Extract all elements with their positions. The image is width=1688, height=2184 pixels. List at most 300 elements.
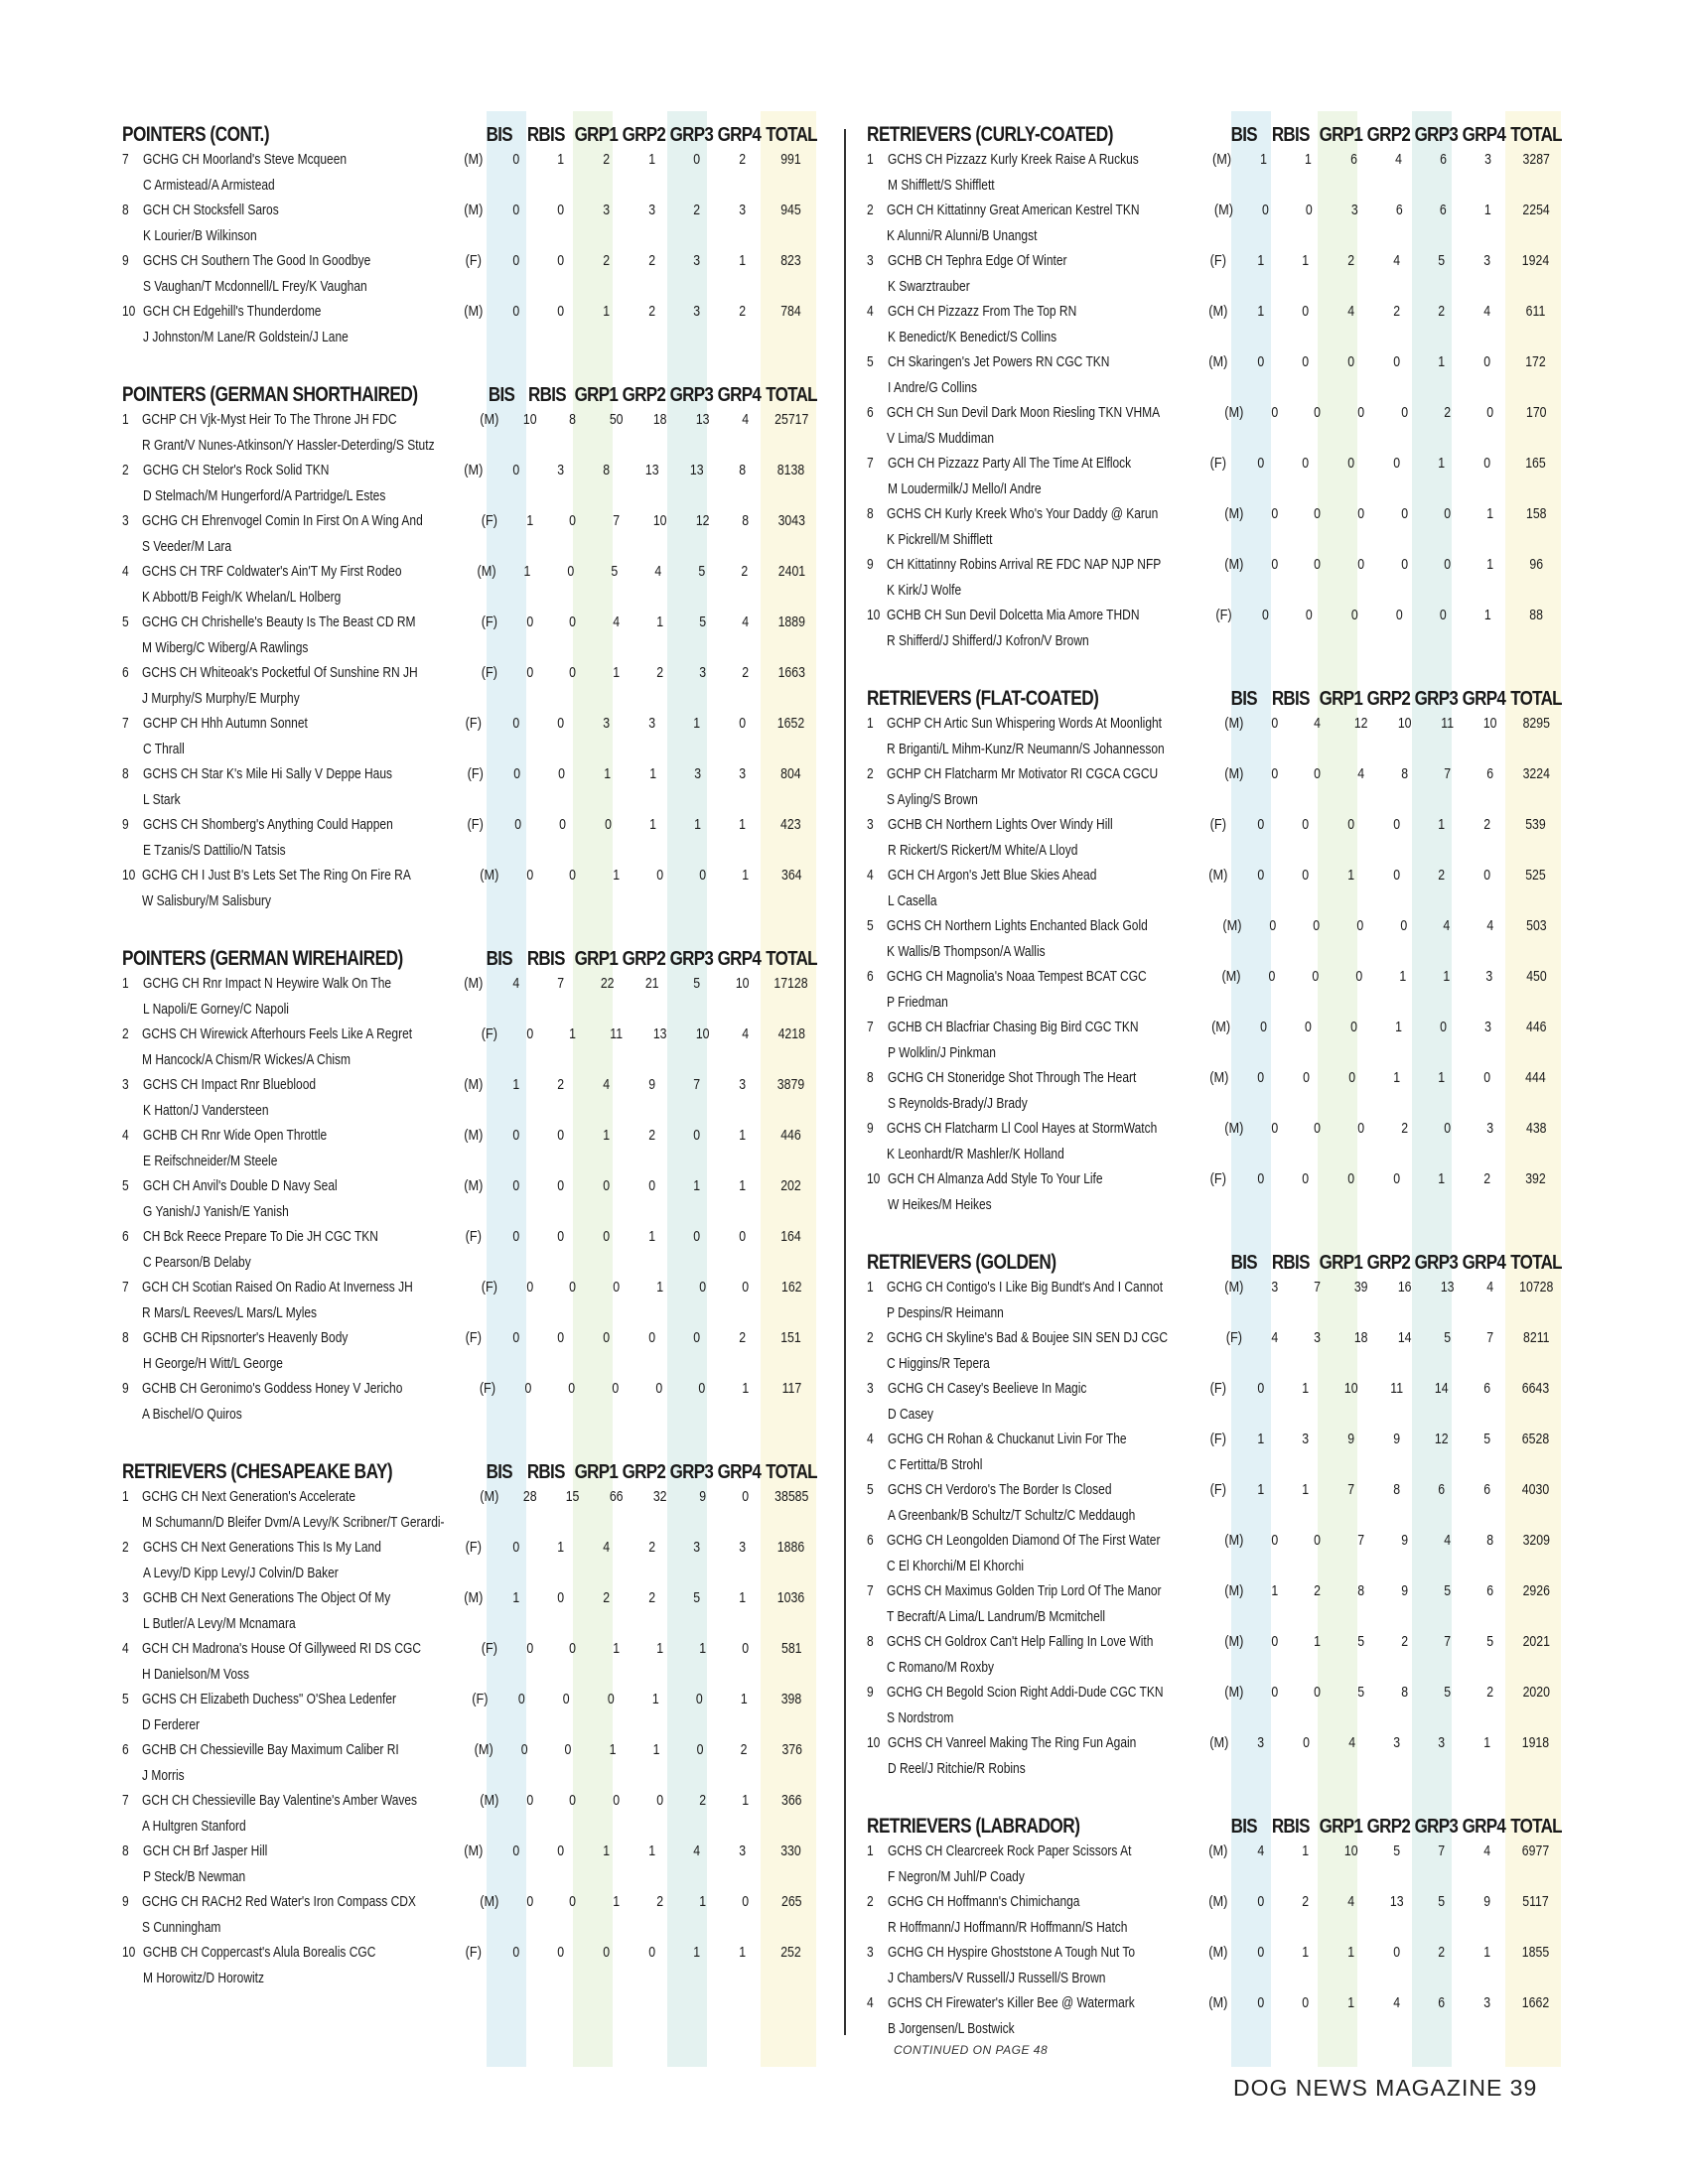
value-grp4: 10 <box>735 975 750 992</box>
value-bis: 28 <box>522 1488 537 1505</box>
value-total: 4030 <box>1521 1481 1550 1498</box>
value-grp3: 0 <box>1444 556 1451 573</box>
value-bis: 0 <box>525 1640 533 1657</box>
ranking-row <box>122 1484 817 1535</box>
value-grp2: 8 <box>1400 765 1408 782</box>
value-grp3: 5 <box>698 563 705 580</box>
dog-entry <box>142 1484 470 1535</box>
value-bis: 1 <box>1256 1481 1264 1498</box>
value-grp3: 7 <box>693 1076 701 1093</box>
owner-names: J Chambers/V Russell/J Russell/S Brown <box>887 1969 1106 1986</box>
value-grp2: 4 <box>1394 151 1402 168</box>
header-grp4: GRP4 <box>1462 1816 1506 1838</box>
value-grp1: 2 <box>603 151 611 168</box>
value-total: 446 <box>780 1127 801 1144</box>
sex-marker: (M) <box>1208 1893 1228 1910</box>
sex-marker: (F) <box>481 512 497 529</box>
ranking-row <box>122 1788 817 1839</box>
value-bis: 0 <box>511 151 519 168</box>
rank-number: 8 <box>867 1633 874 1650</box>
value-total: 158 <box>1526 505 1547 522</box>
dog-name: GCHG CH Casey's Beelieve In Magic <box>887 1380 1087 1397</box>
value-grp3: 4 <box>1444 1532 1451 1549</box>
header-total: TOTAL <box>766 124 817 146</box>
value-total: 117 <box>781 1380 802 1397</box>
value-rbis: 1 <box>1302 1944 1310 1961</box>
rank-number: 1 <box>867 1843 874 1859</box>
value-total: 96 <box>1529 556 1544 573</box>
value-bis: 0 <box>1256 867 1264 884</box>
header-rbis: RBIS <box>1272 1252 1311 1274</box>
dog-entry <box>888 299 1197 349</box>
value-grp4: 1 <box>738 252 746 269</box>
owner-names: M Schumann/D Bleifer Dvm/A Levy/K Scribner/T Gerardi- <box>141 1513 445 1531</box>
rank-number: 6 <box>122 664 129 681</box>
value-grp1: 1 <box>1347 1994 1355 2011</box>
value-grp3: 2 <box>1438 1944 1446 1961</box>
dog-name: GCHB CH Northern Lights Over Windy Hill <box>887 816 1113 833</box>
dog-entry <box>888 248 1197 299</box>
value-grp1: 1 <box>1347 867 1355 884</box>
dog-name: GCHB CH Chessieville Bay Maximum Caliber RI <box>142 1741 399 1758</box>
value-grp2: 10 <box>1397 715 1412 732</box>
sex-marker: (M) <box>480 867 499 884</box>
value-total: 1924 <box>1521 252 1550 269</box>
dog-name: GCHP CH Vjk-Myst Heir To The Throne JH FDC <box>141 411 397 428</box>
value-grp3: 11 <box>1441 715 1454 732</box>
value-grp1: 39 <box>1354 1279 1368 1296</box>
value-total: 1036 <box>776 1589 805 1606</box>
breed-section <box>867 681 1562 1217</box>
dog-name: GCHS CH Impact Rnr Blueblood <box>142 1076 316 1093</box>
value-total: 611 <box>1525 303 1546 320</box>
owner-names: L Butler/A Levy/M Mcnamara <box>142 1614 296 1632</box>
value-rbis: 3 <box>1314 1329 1322 1346</box>
dog-entry <box>143 1325 453 1376</box>
value-grp4: 5 <box>1486 1633 1494 1650</box>
value-total: 6643 <box>1521 1380 1550 1397</box>
value-grp4: 6 <box>1486 1582 1494 1599</box>
breed-title: RETRIEVERS (CHESAPEAKE BAY) <box>122 1460 393 1483</box>
value-grp4: 3 <box>738 1539 746 1556</box>
value-rbis: 0 <box>1302 353 1310 370</box>
left-column <box>122 117 817 2018</box>
value-bis: 0 <box>1256 1994 1264 2011</box>
value-grp4: 0 <box>1482 867 1490 884</box>
dog-name: GCHS CH Shomberg's Anything Could Happen <box>142 816 393 833</box>
value-total: 252 <box>780 1944 801 1961</box>
sex-marker: (M) <box>1208 1994 1228 2011</box>
value-total: 539 <box>1525 816 1546 833</box>
owner-names: M Shifflett/S Shifflett <box>887 176 995 194</box>
value-bis: 0 <box>525 664 533 681</box>
value-rbis: 0 <box>1314 404 1322 421</box>
value-grp4: 9 <box>1482 1893 1490 1910</box>
sex-marker: (F) <box>465 715 482 732</box>
dog-entry <box>142 1376 468 1427</box>
value-rbis: 15 <box>565 1488 580 1505</box>
value-total: 581 <box>781 1640 802 1657</box>
breed-section <box>122 377 817 913</box>
sex-marker: (M) <box>1224 1582 1244 1599</box>
rank-number: 5 <box>867 917 874 934</box>
value-bis: 0 <box>525 867 533 884</box>
value-bis: 0 <box>1269 917 1277 934</box>
value-grp3: 5 <box>1444 1684 1451 1701</box>
sex-marker: (M) <box>1224 1532 1244 1549</box>
sex-marker: (M) <box>1224 556 1244 573</box>
ranking-row <box>867 711 1562 761</box>
value-grp1: 0 <box>603 1944 611 1961</box>
value-grp3: 0 <box>1439 1019 1447 1035</box>
dog-name: GCHP CH Artic Sun Whispering Words At Moonlight <box>886 715 1162 732</box>
dog-entry <box>143 1535 453 1585</box>
value-grp2: 4 <box>1393 252 1400 269</box>
value-rbis: 3 <box>557 462 565 478</box>
value-bis: 0 <box>1270 1532 1278 1549</box>
value-grp1: 0 <box>613 1792 621 1809</box>
value-total: 1652 <box>776 715 805 732</box>
value-total: 265 <box>781 1893 802 1910</box>
header-bis: BIS <box>1230 1252 1257 1274</box>
value-grp3: 1 <box>694 816 702 833</box>
sex-marker: (M) <box>1222 917 1242 934</box>
owner-names: S Ayling/S Brown <box>886 790 978 808</box>
sex-marker: (M) <box>1211 1019 1231 1035</box>
sex-marker: (F) <box>1209 816 1226 833</box>
value-total: 1889 <box>778 614 806 630</box>
value-rbis: 0 <box>1302 303 1310 320</box>
value-bis: 0 <box>1257 1069 1265 1086</box>
owner-names: W Salisbury/M Salisbury <box>141 891 271 909</box>
value-rbis: 0 <box>569 867 577 884</box>
section-rows <box>867 711 1562 1217</box>
dog-name: GCHP CH Hhh Autumn Sonnet <box>142 715 308 732</box>
header-grp4: GRP4 <box>717 124 762 146</box>
value-grp3: 0 <box>1444 1120 1451 1137</box>
value-total: 423 <box>780 816 801 833</box>
value-bis: 0 <box>511 1127 519 1144</box>
value-grp4: 0 <box>738 1228 746 1245</box>
sex-marker: (M) <box>1208 1944 1228 1961</box>
dog-entry <box>142 1737 463 1788</box>
dog-name: GCHG CH Rnr Impact N Heywire Walk On The <box>142 975 391 992</box>
header-total: TOTAL <box>1510 1252 1562 1274</box>
value-rbis: 0 <box>567 1380 575 1397</box>
sex-marker: (M) <box>474 1741 493 1758</box>
value-bis: 0 <box>511 303 519 320</box>
owner-names: C Thrall <box>142 740 185 757</box>
value-grp2: 18 <box>652 411 667 428</box>
sex-marker: (F) <box>465 1944 482 1961</box>
value-rbis: 1 <box>557 151 565 168</box>
value-grp2: 9 <box>1393 1431 1400 1447</box>
sex-marker: (F) <box>481 1025 497 1042</box>
value-grp2: 9 <box>1400 1582 1408 1599</box>
value-total: 2021 <box>1523 1633 1551 1650</box>
dog-entry <box>888 1477 1197 1528</box>
owner-names: P Wolklin/J Pinkman <box>887 1043 996 1061</box>
value-grp3: 6 <box>1439 151 1447 168</box>
dog-name: GCH CH Scotian Raised On Radio At Inverness JH <box>141 1279 413 1296</box>
owner-names: J Johnston/M Lane/R Goldstein/J Lane <box>142 328 349 345</box>
value-rbis: 0 <box>557 715 565 732</box>
dog-name: GCHS CH Elizabeth Duchess" O'Shea Ledenfer <box>142 1691 397 1707</box>
rank-number: 9 <box>867 556 874 573</box>
dog-name: GCHG CH Skyline's Bad & Boujee SIN SEN DJ CGC <box>886 1329 1168 1346</box>
owner-names: D Reel/J Ritchie/R Robins <box>887 1759 1026 1777</box>
value-grp1: 50 <box>610 411 624 428</box>
value-grp2: 0 <box>655 1792 663 1809</box>
owner-names: C Armistead/A Armistead <box>142 176 275 194</box>
value-grp3: 1 <box>1438 816 1446 833</box>
sex-marker: (M) <box>1208 1069 1229 1086</box>
dog-entry <box>142 508 470 559</box>
value-total: 10728 <box>1519 1279 1554 1296</box>
value-grp4: 3 <box>738 1843 746 1859</box>
rank-number: 9 <box>122 816 129 833</box>
value-total: 1855 <box>1521 1944 1550 1961</box>
rank-number: 10 <box>122 303 136 320</box>
value-grp3: 1 <box>693 715 701 732</box>
sex-marker: (M) <box>464 462 484 478</box>
value-total: 151 <box>780 1329 801 1346</box>
value-bis: 4 <box>1270 1329 1278 1346</box>
header-bis: BIS <box>486 948 512 970</box>
value-grp3: 0 <box>699 867 706 884</box>
value-bis: 0 <box>511 1539 519 1556</box>
header-grp1: GRP1 <box>1319 124 1363 146</box>
owner-names: M Loudermilk/J Mello/I Andre <box>887 479 1042 497</box>
ranking-row <box>867 1427 1562 1477</box>
breed-section <box>122 1454 817 1990</box>
owner-names: R Briganti/L Mihm-Kunz/R Neumann/S Johannesson <box>886 740 1165 757</box>
value-total: 170 <box>1526 404 1547 421</box>
value-grp1: 6 <box>1349 151 1357 168</box>
rank-number: 6 <box>122 1741 129 1758</box>
sex-marker: (F) <box>481 664 497 681</box>
value-rbis: 0 <box>1302 867 1310 884</box>
value-grp4: 5 <box>1482 1431 1490 1447</box>
value-grp2: 8 <box>1400 1684 1408 1701</box>
value-grp3: 0 <box>699 1279 706 1296</box>
value-grp1: 11 <box>610 1025 624 1042</box>
owner-names: A Greenbank/B Schultz/T Schultz/C Meddaugh <box>887 1506 1136 1524</box>
value-grp1: 3 <box>603 202 611 218</box>
value-grp4: 0 <box>1482 353 1490 370</box>
value-grp4: 0 <box>742 1893 750 1910</box>
value-bis: 0 <box>1270 505 1278 522</box>
value-bis: 0 <box>1270 404 1278 421</box>
value-rbis: 0 <box>1302 1069 1310 1086</box>
value-grp4: 2 <box>741 1741 748 1758</box>
dog-entry <box>888 1166 1197 1217</box>
section-header <box>122 117 817 147</box>
dog-name: GCH CH Anvil's Double D Navy Seal <box>142 1177 338 1194</box>
owner-names: D Stelmach/M Hungerford/A Partridge/L Estes <box>142 486 386 504</box>
owner-names: P Friedman <box>887 993 948 1011</box>
value-grp4: 4 <box>742 411 750 428</box>
value-grp2: 0 <box>1393 1944 1400 1961</box>
value-total: 991 <box>780 151 801 168</box>
value-rbis: 8 <box>569 411 577 428</box>
ranking-row <box>867 1116 1562 1166</box>
value-bis: 0 <box>1270 1120 1278 1137</box>
section-rows <box>867 1839 1562 2041</box>
value-total: 444 <box>1525 1069 1546 1086</box>
ranking-row <box>122 761 817 812</box>
value-grp3: 6 <box>1438 1481 1446 1498</box>
value-grp4: 1 <box>1482 1944 1490 1961</box>
value-grp4: 1 <box>1486 556 1494 573</box>
sex-marker: (M) <box>1208 353 1228 370</box>
owner-names: G Yanish/J Yanish/E Yanish <box>142 1202 289 1220</box>
value-grp1: 1 <box>613 867 621 884</box>
header-grp3: GRP3 <box>669 948 714 970</box>
value-bis: 0 <box>525 1279 533 1296</box>
right-column <box>867 117 1562 2069</box>
value-grp3: 7 <box>1444 1633 1451 1650</box>
ranking-row <box>122 1889 817 1940</box>
ranking-row <box>122 559 817 610</box>
rank-number: 1 <box>867 151 874 168</box>
value-grp1: 3 <box>603 715 611 732</box>
value-bis: 1 <box>1270 1582 1278 1599</box>
header-bis: BIS <box>1230 124 1257 146</box>
header-grp4: GRP4 <box>717 384 762 406</box>
header-grp3: GRP3 <box>1414 688 1459 710</box>
dog-name: GCHG CH Contigo's I Like Big Bundt's And I Cannot <box>886 1279 1163 1296</box>
value-grp1: 0 <box>1347 455 1355 472</box>
value-bis: 0 <box>1256 1380 1264 1397</box>
owner-names: S Reynolds-Brady/J Brady <box>887 1094 1028 1112</box>
sex-marker: (F) <box>472 1691 489 1707</box>
ranking-row <box>122 198 817 248</box>
value-grp4: 1 <box>1483 1734 1490 1751</box>
header-rbis: RBIS <box>527 948 566 970</box>
dog-name: GCHS CH Vanreel Making The Ring Fun Again <box>887 1734 1137 1751</box>
column-divider <box>844 129 846 2035</box>
ranking-row <box>122 1123 817 1173</box>
value-grp2: 2 <box>648 252 655 269</box>
owner-names: C Romano/M Roxby <box>886 1658 994 1676</box>
value-rbis: 1 <box>1302 1380 1310 1397</box>
dog-name: GCHS CH Next Generations This Is My Land <box>142 1539 381 1556</box>
value-grp2: 2 <box>1400 1120 1408 1137</box>
sex-marker: (M) <box>1211 151 1231 168</box>
rank-number: 1 <box>122 1488 129 1505</box>
value-total: 945 <box>780 202 801 218</box>
owner-names: A Hultgren Stanford <box>141 1817 246 1835</box>
ranking-row <box>867 1889 1562 1940</box>
sex-marker: (F) <box>467 765 484 782</box>
value-total: 1918 <box>1521 1734 1550 1751</box>
value-grp4: 1 <box>1484 607 1491 623</box>
ranking-row <box>867 913 1562 964</box>
value-rbis: 3 <box>1302 1431 1310 1447</box>
sex-marker: (F) <box>481 1279 497 1296</box>
value-grp2: 13 <box>644 462 659 478</box>
value-grp3: 3 <box>693 1539 701 1556</box>
value-grp1: 4 <box>1347 1893 1355 1910</box>
value-bis: 0 <box>525 614 533 630</box>
value-grp1: 1 <box>603 1127 611 1144</box>
value-grp3: 6 <box>1438 1994 1446 2011</box>
owner-names: C Fertitta/B Strohl <box>887 1455 983 1473</box>
value-bis: 1 <box>1256 252 1264 269</box>
value-grp4: 0 <box>742 1488 750 1505</box>
sex-marker: (M) <box>464 1127 484 1144</box>
dog-name: GCH CH Chessieville Bay Valentine's Amber Waves <box>141 1792 417 1809</box>
owner-names: I Andre/G Collins <box>887 378 977 396</box>
value-bis: 0 <box>511 1228 519 1245</box>
value-bis: 0 <box>1270 556 1278 573</box>
dog-entry <box>142 863 470 913</box>
sex-marker: (M) <box>464 303 484 320</box>
value-rbis: 0 <box>557 1843 565 1859</box>
value-total: 17128 <box>774 975 808 992</box>
breed-title: POINTERS (GERMAN WIREHAIRED) <box>122 947 403 970</box>
dog-name: GCHG CH Stoneridge Shot Through The Heart <box>887 1069 1137 1086</box>
owner-names: C El Khorchi/M El Khorchi <box>886 1557 1024 1574</box>
breed-title: POINTERS (CONT.) <box>122 123 270 146</box>
ranking-row <box>867 1477 1562 1528</box>
value-bis: 0 <box>511 715 519 732</box>
ranking-row <box>867 1940 1562 1990</box>
value-rbis: 0 <box>1302 1170 1310 1187</box>
value-grp2: 2 <box>648 303 655 320</box>
value-total: 164 <box>780 1228 801 1245</box>
header-grp3: GRP3 <box>1414 1816 1459 1838</box>
rank-number: 3 <box>122 1076 129 1093</box>
value-grp4: 1 <box>1486 505 1494 522</box>
value-total: 2926 <box>1523 1582 1551 1599</box>
ranking-row <box>867 761 1562 812</box>
value-total: 503 <box>1526 917 1547 934</box>
sex-marker: (M) <box>480 411 499 428</box>
value-rbis: 2 <box>1302 1893 1310 1910</box>
ranking-row <box>867 1166 1562 1217</box>
rank-number: 4 <box>867 867 874 884</box>
breed-title: RETRIEVERS (GOLDEN) <box>867 1251 1056 1274</box>
value-rbis: 0 <box>1306 607 1314 623</box>
dog-name: GCH CH Almanza Add Style To Your Life <box>887 1170 1103 1187</box>
value-grp4: 0 <box>1486 404 1494 421</box>
value-total: 38585 <box>774 1488 809 1505</box>
value-grp2: 0 <box>648 1329 655 1346</box>
value-total: 162 <box>781 1279 802 1296</box>
value-grp4: 3 <box>738 1076 746 1093</box>
owner-names: L Napoli/E Gorney/C Napoli <box>142 1000 289 1018</box>
value-rbis: 0 <box>557 303 565 320</box>
dog-name: CH Kittatinny Robins Arrival RE FDC NAP NJP NFP <box>886 556 1162 573</box>
value-total: 823 <box>780 252 801 269</box>
value-grp1: 4 <box>1347 303 1355 320</box>
rank-number: 6 <box>867 404 874 421</box>
value-grp3: 2 <box>699 1792 706 1809</box>
header-rbis: RBIS <box>528 384 566 406</box>
value-grp3: 0 <box>693 1228 701 1245</box>
sex-marker: (F) <box>1209 1481 1226 1498</box>
value-grp2: 0 <box>1395 607 1403 623</box>
value-grp3: 1 <box>1438 455 1446 472</box>
value-bis: 1 <box>1256 303 1264 320</box>
sex-marker: (F) <box>465 1228 482 1245</box>
value-grp4: 4 <box>1482 303 1490 320</box>
sex-marker: (M) <box>1224 1279 1244 1296</box>
value-grp3: 12 <box>1435 1431 1449 1447</box>
dog-entry <box>888 1990 1197 2041</box>
